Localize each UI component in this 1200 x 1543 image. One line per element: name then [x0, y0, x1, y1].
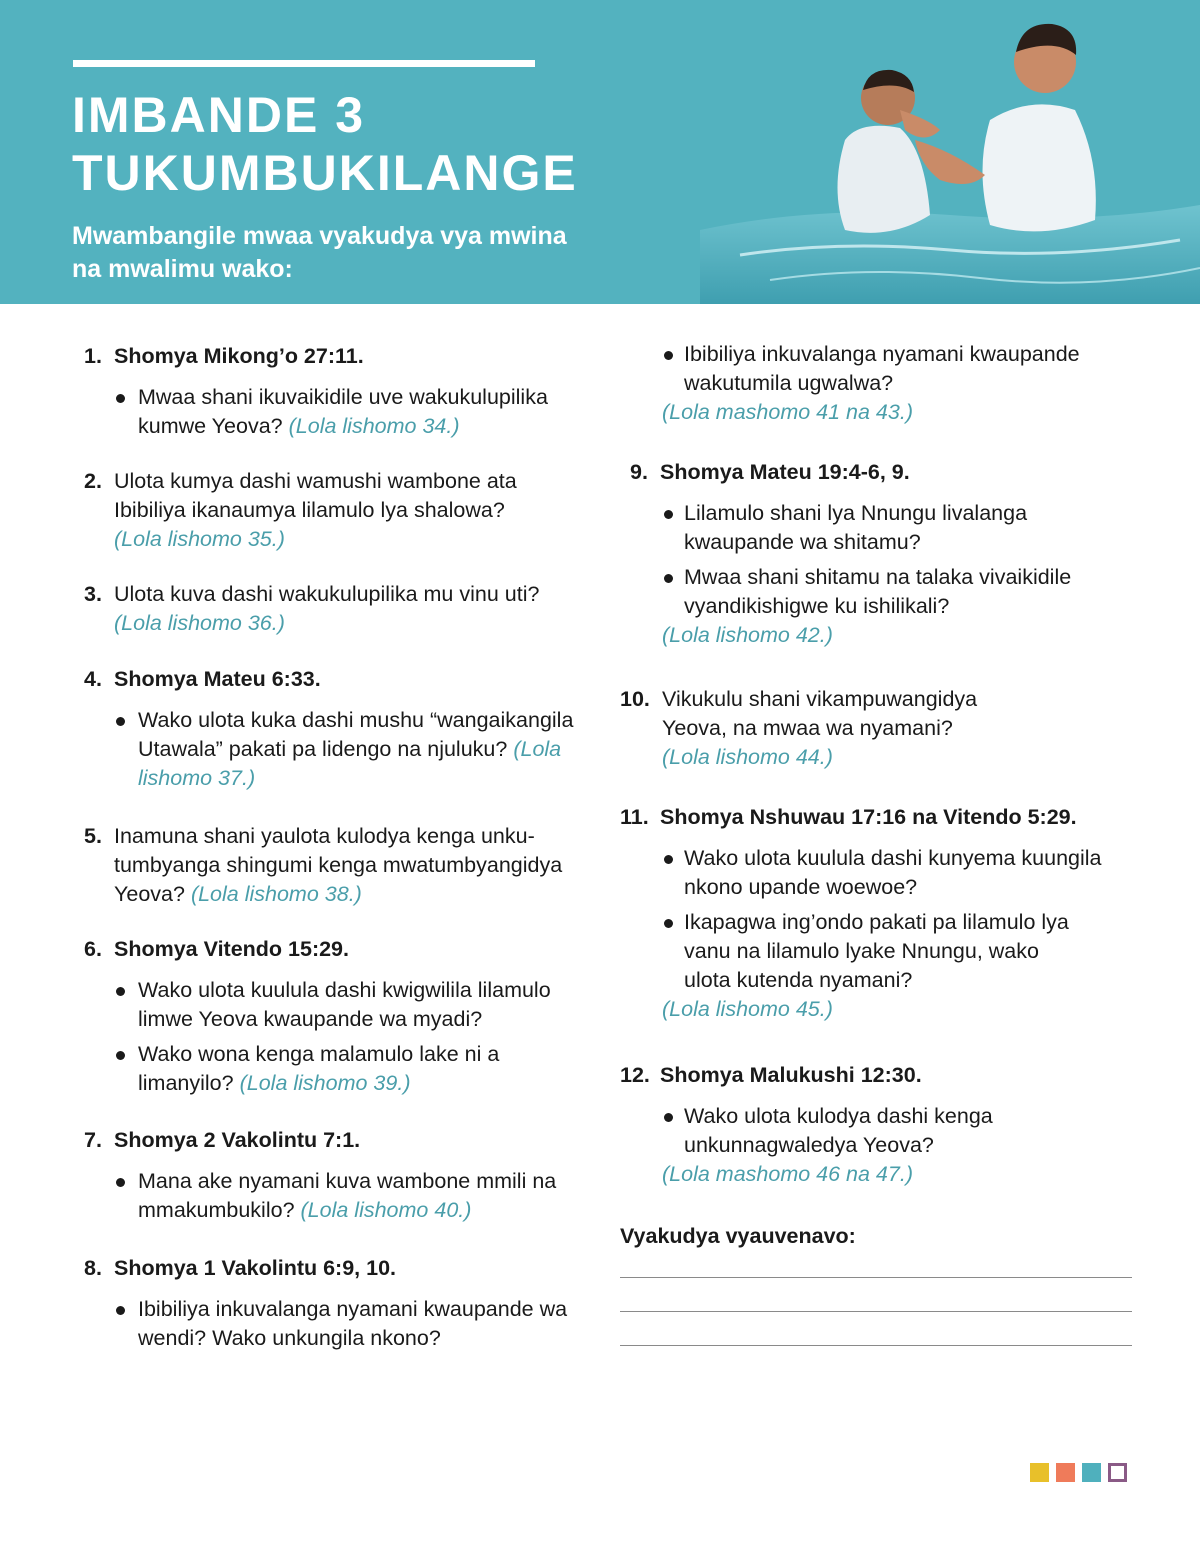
sub-question-text: Ikapagwa ing’ondo pakati pa lilamulo lya vanu na lilamulo lyake Nnungu, wako ulota kutenda nyamani? [684, 910, 1069, 992]
question-number: 10. [620, 687, 650, 711]
scripture-heading: Shomya 1 Vakolintu 6:9, 10. [114, 1256, 396, 1280]
lesson-reference: (Lola mashomo 41 na 43.) [662, 400, 913, 424]
lesson-reference: (Lola lishomo 35.) [114, 527, 285, 551]
question-8 [84, 1254, 594, 1353]
question-4 [84, 665, 584, 793]
question-number: 9. [630, 460, 648, 484]
sub-question [84, 976, 594, 1034]
page-subtitle: Mwambangile mwaa vyakudya vya mwina na mwalimu wako: [72, 222, 567, 283]
sub-question-text: Wako wona kenga malamulo lake ni a limanyilo? [138, 1042, 500, 1095]
bullet-icon [664, 574, 673, 583]
question-number: 8. [84, 1256, 102, 1280]
bullet-icon [116, 987, 125, 996]
question-text: Ulota kumya dashi wamushi wambone ata Ibibiliya ikanaumya lilamulo lya shalowa? [114, 469, 517, 522]
lesson-reference: (Lola lishomo 44.) [662, 745, 833, 769]
title-line-2: TUKUMBUKILANGE [72, 145, 578, 201]
lesson-reference: (Lola lishomo 38.) [190, 882, 362, 906]
lesson-reference: (Lola lishomo 34.) [288, 414, 460, 438]
lesson-reference: (Lola lishomo 39.) [239, 1071, 411, 1095]
sub-question [84, 383, 594, 441]
bullet-icon [116, 394, 125, 403]
sub-question [620, 844, 1120, 902]
lesson-reference: (Lola lishomo 40.) [300, 1198, 472, 1222]
sub-question [620, 908, 1074, 995]
lesson-reference: (Lola lishomo 36.) [114, 611, 285, 635]
sub-question-text: Ibibiliya inkuvalanga nyamani kwaupande wa wendi? Wako unkungila nkono? [138, 1297, 568, 1350]
question-8-continued [620, 340, 1100, 427]
color-squares [1030, 1463, 1127, 1482]
sub-question [84, 1040, 538, 1098]
scripture-heading: Shomya Mateu 6:33. [114, 667, 321, 691]
question-text: Vikukulu shani vikampuwangidya Yeova, na mwaa wa nyamani? [662, 687, 978, 740]
sub-question [84, 1295, 578, 1353]
scripture-heading: Shomya 2 Vakolintu 7:1. [114, 1128, 361, 1152]
bullet-icon [116, 1051, 125, 1060]
question-number: 2. [84, 469, 102, 493]
question-text-block [84, 822, 574, 909]
question-text: Ulota kuva dashi wakukulupilika mu vinu uti? [114, 582, 540, 606]
bullet-icon [116, 1306, 125, 1315]
question-10 [620, 685, 1020, 772]
scripture-heading: Shomya Malukushi 12:30. [660, 1063, 922, 1087]
question-9 [620, 458, 1140, 650]
sub-question-text: Wako ulota kuulula dashi kunyema kuungila nkono upande woewoe? [684, 846, 1102, 899]
lesson-reference: (Lola mashomo 46 na 47.) [662, 1162, 913, 1186]
lesson-reference: (Lola lishomo 42.) [662, 623, 833, 647]
baptism-illustration [700, 0, 1200, 304]
bullet-icon [664, 351, 673, 360]
scripture-heading: Shomya Vitendo 15:29. [114, 937, 349, 961]
question-1 [84, 342, 594, 441]
question-number: 5. [84, 824, 102, 848]
note-line[interactable] [620, 1345, 1132, 1346]
sub-question [620, 563, 1140, 621]
question-number: 6. [84, 937, 102, 961]
sub-question-text: Mwaa shani ikuvaikidile uve wakukulupilika kumwe Yeova? [138, 385, 548, 438]
lesson-reference: (Lola lishomo 45.) [662, 997, 833, 1021]
question-number: 4. [84, 667, 102, 691]
scripture-heading: Shomya Mikong’o 27:11. [114, 344, 364, 368]
question-number: 7. [84, 1128, 102, 1152]
question-3 [84, 580, 594, 638]
note-line[interactable] [620, 1311, 1132, 1312]
title-line-1: IMBANDE 3 [72, 87, 366, 143]
sub-question [84, 706, 584, 793]
lesson-reference: (Lola lishomo 37.) [138, 737, 562, 790]
sub-question-text: Wako ulota kulodya dashi kenga unkunnagwaledya Yeova? [684, 1104, 993, 1157]
sub-question [620, 499, 1140, 557]
question-number: 12. [620, 1063, 650, 1087]
color-square-outline [1108, 1463, 1127, 1482]
sub-question [620, 1102, 1064, 1160]
bullet-icon [664, 510, 673, 519]
sub-question-text: Wako ulota kuulula dashi kwigwilila lilamulo limwe Yeova kwaupande wa myadi? [138, 978, 551, 1031]
header-rule [73, 60, 535, 67]
sub-question-text: Wako ulota kuka dashi mushu “wangaikangila Utawala” pakati pa lidengo na njuluku? [138, 708, 574, 761]
question-number: 3. [84, 582, 102, 606]
sub-question [620, 340, 1100, 398]
color-square [1056, 1463, 1075, 1482]
question-6 [84, 935, 594, 1098]
sub-question-text: Mwaa shani shitamu na talaka vivaikidile vyandikishigwe ku ishilikali? [684, 565, 1072, 618]
page-title [72, 86, 578, 202]
question-5 [84, 822, 574, 909]
header-banner [0, 0, 1200, 304]
sub-question-text: Ibibiliya inkuvalanga nyamani kwaupande wakutumila ugwalwa? [684, 342, 1080, 395]
question-12 [620, 1061, 1120, 1189]
color-square [1082, 1463, 1101, 1482]
question-11 [620, 803, 1120, 1024]
bullet-icon [664, 919, 673, 928]
bullet-icon [116, 717, 125, 726]
sub-question-text: Lilamulo shani lya Nnungu livalanga kwaupande wa shitamu? [684, 501, 1028, 554]
question-2 [84, 467, 564, 554]
sub-question [84, 1167, 578, 1225]
bullet-icon [664, 855, 673, 864]
question-7 [84, 1126, 594, 1225]
note-line[interactable] [620, 1277, 1132, 1278]
bullet-icon [116, 1178, 125, 1187]
notes-section [620, 1222, 1140, 1346]
color-square [1030, 1463, 1049, 1482]
bullet-icon [664, 1113, 673, 1122]
question-number: 11. [620, 805, 649, 829]
question-number: 1. [84, 344, 102, 368]
scripture-heading: Shomya Nshuwau 17:16 na Vitendo 5:29. [660, 805, 1077, 829]
sub-question-text: Mana ake nyamani kuva wambone mmili na mmakumbukilo? [138, 1169, 557, 1222]
notes-label: Vyakudya vyauvenavo: [620, 1224, 856, 1248]
scripture-heading: Shomya Mateu 19:4-6, 9. [660, 460, 910, 484]
question-text: Inamuna shani yaulota kulodya kenga unkutumbyanga shingumi kenga mwatumbyangidya Yeova? [114, 824, 563, 906]
